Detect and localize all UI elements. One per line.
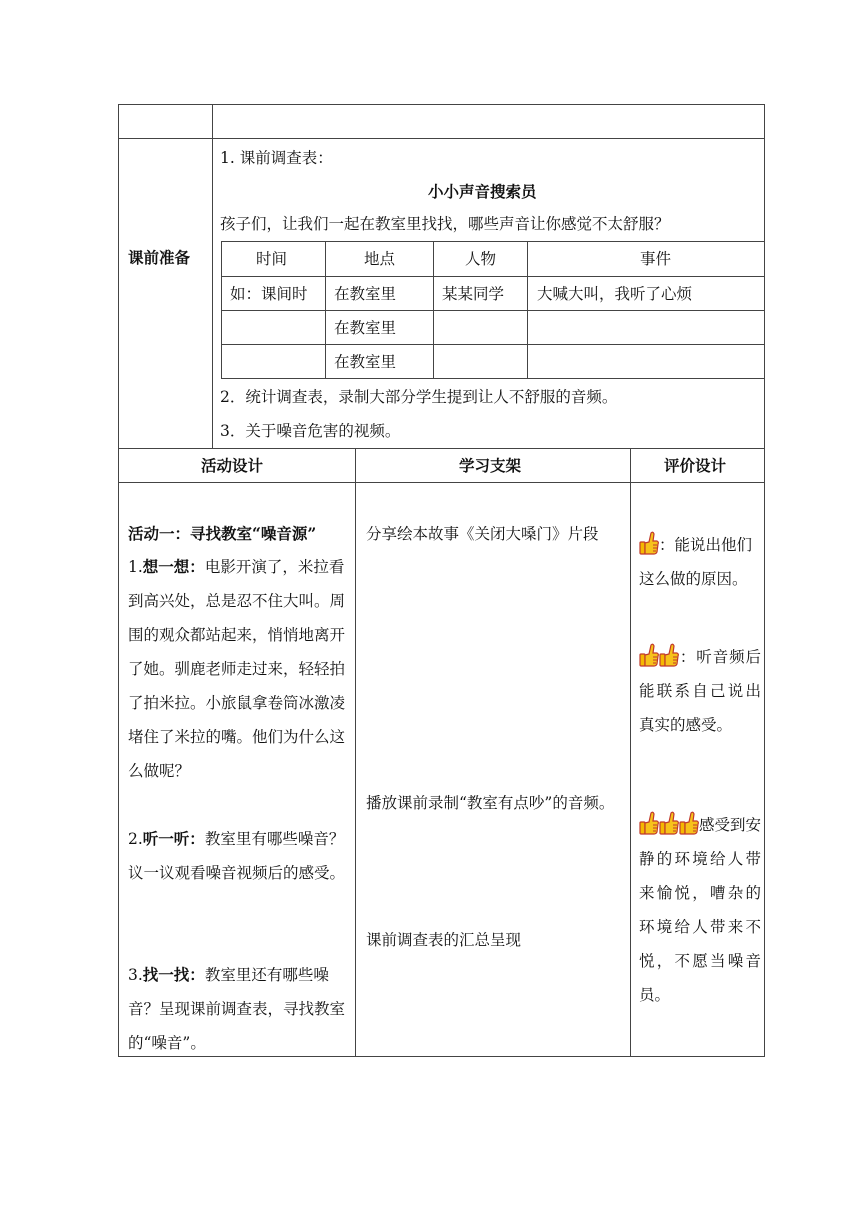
table-border bbox=[118, 482, 765, 483]
prep-label: 课前准备 bbox=[128, 248, 191, 267]
table-border-left bbox=[118, 104, 119, 1057]
survey-border bbox=[221, 276, 765, 277]
survey-cell: 某某同学 bbox=[442, 285, 505, 303]
thumbs-up-icon bbox=[659, 810, 679, 836]
thumbs-up-icon bbox=[639, 642, 659, 668]
survey-header-time: 时间 bbox=[256, 250, 288, 268]
survey-border bbox=[433, 241, 434, 379]
survey-header-event: 事件 bbox=[640, 250, 672, 268]
table-border bbox=[355, 448, 356, 1057]
evaluation-item-3 bbox=[639, 808, 761, 1012]
scaffold-item-1: 分享绘本故事《关闭大嗓门》片段 bbox=[366, 525, 599, 543]
thumbs-up-icon bbox=[639, 810, 659, 836]
table-border-right bbox=[764, 104, 765, 1057]
step-number: 1. bbox=[128, 558, 143, 576]
survey-border bbox=[221, 241, 765, 242]
scaffold-item-2: 播放课前录制“教室有点吵”的音频。 bbox=[366, 794, 615, 812]
evaluation-item-2 bbox=[639, 640, 761, 742]
evaluation-text: 感受到安静的环境给人带来愉悦，嘈杂的环境给人带来不悦，不愿当噪音员。 bbox=[639, 816, 762, 1004]
column-header-scaffold: 学习支架 bbox=[459, 456, 522, 475]
table-border bbox=[212, 104, 213, 449]
prep-item-3: 3．关于噪音危害的视频。 bbox=[220, 422, 401, 440]
scaffold-item-3: 课前调查表的汇总呈现 bbox=[366, 931, 522, 949]
step-text: 教室里还有哪些噪音？呈现课前调查表，寻找教室的“噪音”。 bbox=[128, 966, 346, 1052]
survey-border bbox=[325, 241, 326, 379]
survey-cell: 在教室里 bbox=[334, 319, 397, 337]
survey-cell: 在教室里 bbox=[334, 353, 397, 371]
survey-border bbox=[221, 310, 765, 311]
activity-step-2 bbox=[128, 822, 350, 890]
survey-border bbox=[221, 378, 765, 379]
thumbs-up-icon bbox=[659, 642, 679, 668]
prep-item-1: 1. 课前调查表： bbox=[220, 149, 333, 167]
survey-border bbox=[527, 241, 528, 379]
step-text: 教室里有哪些噪音？议一议观看噪音视频后的感受。 bbox=[128, 830, 346, 882]
table-border bbox=[118, 448, 765, 449]
survey-header-person: 人物 bbox=[465, 250, 497, 268]
survey-header-place: 地点 bbox=[364, 250, 396, 268]
step-label: 想一想： bbox=[142, 557, 205, 576]
survey-cell: 如：课间时 bbox=[230, 285, 308, 303]
survey-border bbox=[221, 344, 765, 345]
activity-step-3 bbox=[128, 958, 350, 1060]
prep-item-2: 2．统计调查表，录制大部分学生提到让人不舒服的音频。 bbox=[220, 388, 618, 406]
column-header-evaluation: 评价设计 bbox=[664, 456, 727, 475]
survey-border bbox=[221, 241, 222, 379]
table-border bbox=[630, 448, 631, 1057]
step-number: 3. bbox=[128, 966, 143, 984]
column-header-activity: 活动设计 bbox=[201, 456, 264, 475]
table-border bbox=[118, 138, 765, 139]
activity-step-1 bbox=[128, 550, 350, 788]
step-text: 电影开演了，米拉看到高兴处，总是忍不住大叫。周围的观众都站起来，悄悄地离开了她。驯鹿老师走过来，轻轻拍了拍米拉。小旅鼠拿卷筒冰激凌堵住了米拉的嘴。他们为什么这么做呢？ bbox=[128, 558, 346, 780]
survey-title: 小小声音搜索员 bbox=[428, 182, 537, 201]
evaluation-text: ：能说出他们这么做的原因。 bbox=[639, 536, 753, 588]
table-border-top bbox=[118, 104, 765, 105]
survey-cell: 在教室里 bbox=[334, 285, 397, 303]
survey-cell: 大喊大叫，我听了心烦 bbox=[537, 285, 693, 303]
step-label: 听一听： bbox=[142, 829, 205, 848]
evaluation-item-1 bbox=[639, 528, 761, 596]
step-label: 找一找： bbox=[142, 965, 205, 984]
thumbs-up-icon bbox=[639, 530, 659, 556]
evaluation-text: ：听音频后能联系自己说出真实的感受。 bbox=[639, 648, 761, 734]
survey-intro: 孩子们，让我们一起在教室里找找，哪些声音让你感觉不太舒服？ bbox=[220, 215, 670, 233]
activity-title: 活动一：寻找教室“噪音源” bbox=[128, 524, 317, 543]
step-number: 2. bbox=[128, 830, 143, 848]
thumbs-up-icon bbox=[679, 810, 699, 836]
